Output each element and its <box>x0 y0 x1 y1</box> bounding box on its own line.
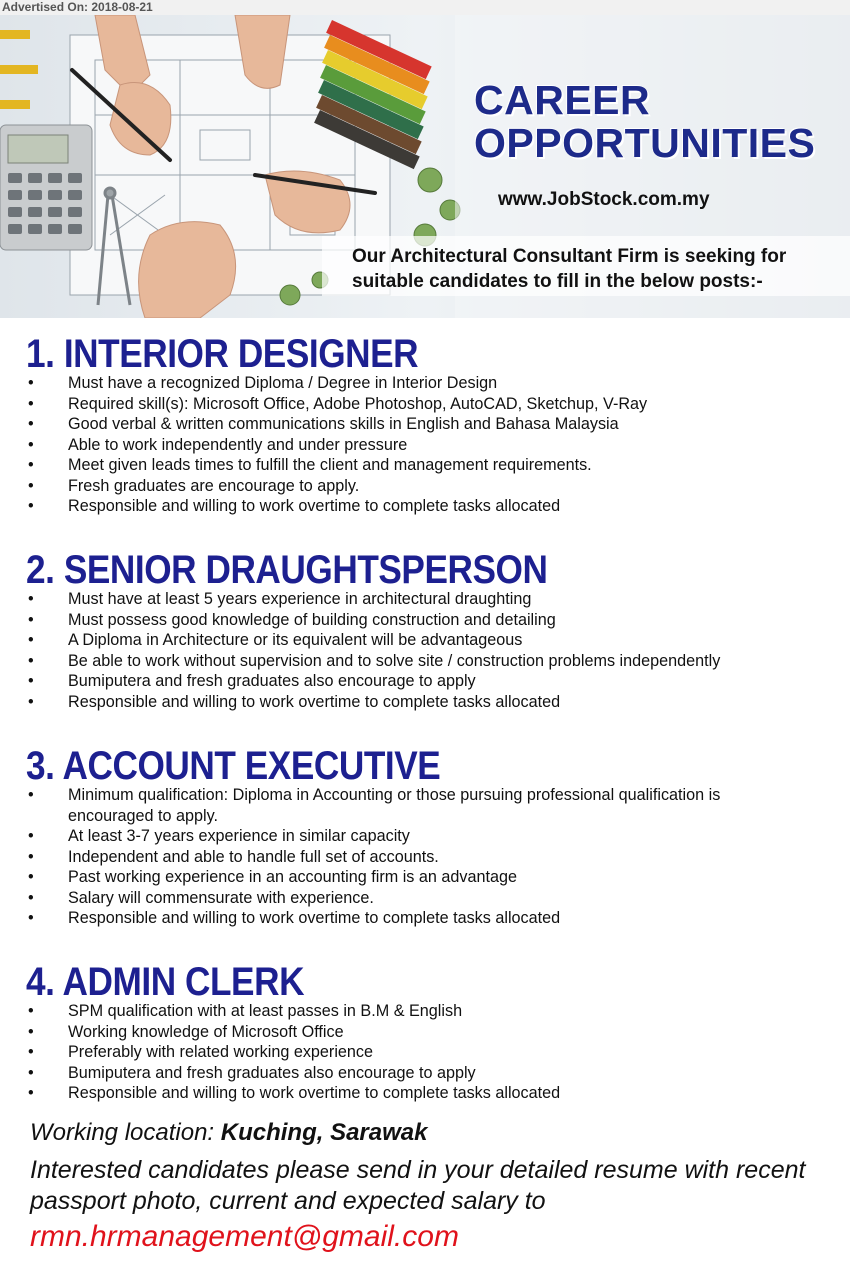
requirement-item: • Preferably with related working experience <box>0 1042 778 1063</box>
requirement-item: • Must possess good knowledge of building construction and detailing <box>0 610 778 631</box>
requirement-item: • Independent and able to handle full set of accounts. <box>0 847 778 868</box>
job-title: 2. SENIOR DRAUGHTSPERSON <box>26 548 548 592</box>
contact-email-link[interactable]: rmn.hrmanagement@gmail.com <box>30 1220 459 1253</box>
requirement-item: • Minimum qualification: Diploma in Accounting or those pursuing professional qualification is encouraged to apply. <box>0 785 778 826</box>
tagline <box>352 244 850 294</box>
requirement-item: • Fresh graduates are encourage to apply. <box>0 476 778 497</box>
calculator-icon <box>0 125 92 250</box>
requirement-item: • Able to work independently and under pressure <box>0 435 778 456</box>
website-link[interactable]: www.JobStock.com.my <box>498 189 710 210</box>
career-opportunities-heading <box>474 79 815 165</box>
requirement-item: • SPM qualification with at least passes in B.M & English <box>0 1001 778 1022</box>
requirement-item: • Responsible and willing to work overtime to complete tasks allocated <box>0 496 778 517</box>
requirement-item: • Must have a recognized Diploma / Degree in Interior Design <box>0 373 778 394</box>
heading-line-1: CAREER <box>474 77 651 123</box>
tagline-line-1: Our Architectural Consultant Firm is seeking for <box>352 246 787 267</box>
working-location <box>30 1119 427 1147</box>
requirement-item: • Be able to work without supervision and to solve site / construction problems independently <box>0 651 778 672</box>
requirements-list <box>0 785 850 929</box>
job-title: 3. ACCOUNT EXECUTIVE <box>26 744 441 788</box>
requirement-item: • Salary will commensurate with experience. <box>0 888 778 909</box>
job-title: 1. INTERIOR DESIGNER <box>26 332 419 376</box>
requirement-item: • Responsible and willing to work overtime to complete tasks allocated <box>0 1083 778 1104</box>
requirement-item: • Working knowledge of Microsoft Office <box>0 1022 778 1043</box>
banner <box>0 15 850 318</box>
requirement-item: • Past working experience in an accounting firm is an advantage <box>0 867 778 888</box>
requirements-list <box>0 373 850 517</box>
heading-line-2: OPPORTUNITIES <box>474 120 816 166</box>
advertised-date: Advertised On: 2018-08-21 <box>2 0 153 14</box>
job-title: 4. ADMIN CLERK <box>26 960 305 1004</box>
requirement-item: • Bumiputera and fresh graduates also encourage to apply <box>0 671 778 692</box>
working-location-label: Working location: <box>30 1119 215 1146</box>
working-location-value: Kuching, Sarawak <box>220 1119 428 1146</box>
requirement-item: • Required skill(s): Microsoft Office, Adobe Photoshop, AutoCAD, Sketchup, V-Ray <box>0 394 778 415</box>
requirement-item: • Meet given leads times to fulfill the client and management requirements. <box>0 455 778 476</box>
requirement-item: • Good verbal & written communications skills in English and Bahasa Malaysia <box>0 414 778 435</box>
application-instructions: Interested candidates please send in your detailed resume with recent passport photo, current and expected salary to <box>30 1156 806 1215</box>
requirement-item: • Bumiputera and fresh graduates also encourage to apply <box>0 1063 778 1084</box>
tagline-line-2: suitable candidates to fill in the below posts:- <box>352 271 763 292</box>
advertised-date-bar <box>0 0 850 16</box>
requirement-item: • Responsible and willing to work overtime to complete tasks allocated <box>0 692 778 713</box>
requirement-item: • Responsible and willing to work overtime to complete tasks allocated <box>0 908 778 929</box>
requirement-item: • A Diploma in Architecture or its equivalent will be advantageous <box>0 630 778 651</box>
requirements-list <box>0 1001 850 1104</box>
requirement-item: • Must have at least 5 years experience in architectural draughting <box>0 589 778 610</box>
requirements-list <box>0 589 850 712</box>
requirement-item: • At least 3-7 years experience in similar capacity <box>0 826 778 847</box>
